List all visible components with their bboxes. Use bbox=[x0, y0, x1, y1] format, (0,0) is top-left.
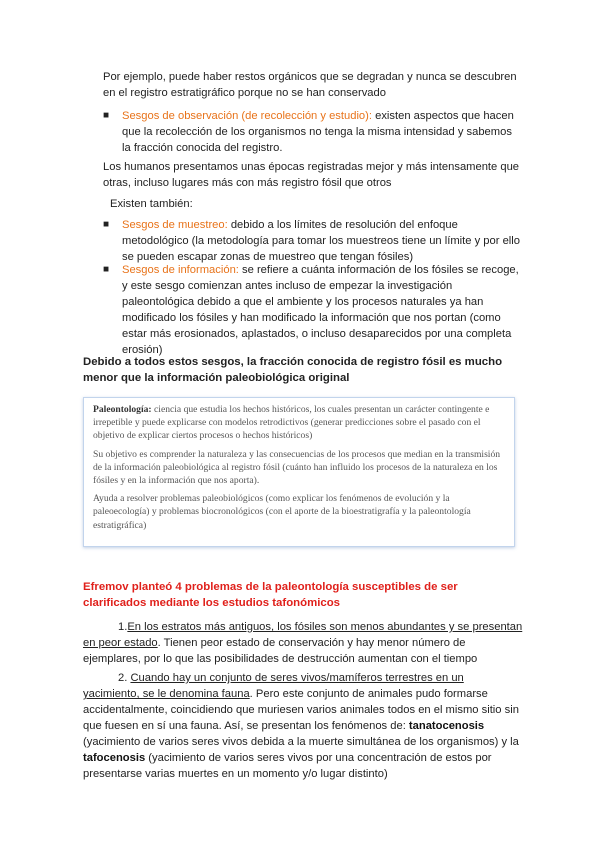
item1-number: 1. bbox=[118, 621, 128, 633]
term-tanatocenosis: tanatocenosis bbox=[408, 720, 485, 732]
text-paleontologia: ciencia que estudia los hechos históricos, los cuales presentan un carácter contingente e irrepetible y puede explicarse con modelos retrodictivos (generar predicciones sobre el pasado con el objetivo de explicar ciertos procesos o hechos históricos) bbox=[93, 404, 490, 442]
paleontologia-definition-box bbox=[83, 397, 515, 547]
bullet-sesgos-observacion bbox=[103, 108, 523, 156]
box-paragraph-objetivo: Su objetivo es comprender la naturaleza y las consecuencias de los procesos que median en la transmisión de la información paleobiológica al registro fósil (cuánto han influido los procesos de la naturaleza en los fósiles y en la información que nos aporta). bbox=[93, 448, 501, 487]
item2-number: 2. bbox=[118, 672, 131, 684]
bullet-marker: ■ bbox=[103, 264, 110, 275]
term-sesgos-muestreo: Sesgos de muestreo: bbox=[122, 219, 228, 231]
heading-efremov: Efremov planteó 4 problemas de la paleontología susceptibles de ser clarificados mediante los estudios tafonómicos bbox=[83, 581, 458, 609]
bullet-marker: ■ bbox=[103, 110, 110, 121]
box-paragraph-ayuda: Ayuda a resolver problemas paleobiológicos (como explicar los fenómenos de evolución y la paleoecología) y problemas biocronológicos (con el aporte de la bioestratigrafía y la paleontología estratigráfica) bbox=[93, 493, 471, 531]
item2-underlined: Cuando hay un conjunto de seres vivos/mamíferos terrestres en un yacimiento, se le denomina fauna bbox=[83, 672, 464, 700]
bullet-marker: ■ bbox=[103, 219, 110, 230]
text-sesgos-muestreo: debido a los límites de resolución del enfoque metodológico (la metodología para tomar los muestreos tiene un límite y por ello se pueden escapar zonas de muestreo que tengan fósiles) bbox=[122, 219, 520, 263]
item2-text-c: (yacimiento de varios seres vivos por una concentración de estos por presentarse varias muertes en un momento y/o lugar distinto) bbox=[83, 752, 492, 780]
term-tafocenosis: tafocenosis bbox=[83, 752, 146, 764]
item-fauna bbox=[83, 670, 523, 782]
term-sesgos-informacion: Sesgos de información: bbox=[122, 264, 239, 276]
paragraph-humanos: Los humanos presentamos unas épocas registradas mejor y más intensamente que otras, incluso lugares más con más registro fósil que otros bbox=[103, 161, 520, 189]
text-sesgos-informacion: se refiere a cuánta información de los fósiles se recoge, y este sesgo comienzan antes incluso de empezar la investigación paleontológica debido a que el ambiente y los procesos naturales ya han modificado los fósiles y han modificado la información que nos portan (como estar más erosionados, aplastados, o incluso desaparecidos por una completa erosión) bbox=[122, 264, 519, 356]
text-sesgos-observacion: existen aspectos que hacen que la recolección de los organismos no tenga la misma intensidad y sabemos la fracción conocida del registro. bbox=[122, 110, 514, 154]
item-estratos-antiguos bbox=[83, 619, 523, 667]
bullet-sesgos-informacion bbox=[103, 262, 523, 358]
term-sesgos-observacion: Sesgos de observación (de recolección y estudio): bbox=[122, 110, 372, 122]
term-paleontologia: Paleontología: bbox=[93, 404, 152, 415]
heading-debido-sesgos: Debido a todos estos sesgos, la fracción conocida de registro fósil es mucho menor que la información paleobiológica original bbox=[83, 356, 503, 384]
item1-underlined: En los estratos más antiguos, los fósiles son menos abundantes y se presentan en peor estado bbox=[83, 621, 523, 649]
item2-text-a: . Pero este conjunto de animales pudo formarse accidentalmente, coincidiendo que muriesen varios animales todos en el mismo sitio sin que fuesen en sí una fauna. Así, se presentan los fenómenos de: bbox=[83, 688, 519, 732]
text-existen-tambien: Existen también: bbox=[110, 198, 193, 210]
bullet-sesgos-muestreo bbox=[103, 217, 523, 265]
item1-text: . Tienen peor estado de conservación y hay menor número de ejemplares, por lo que las posibilidades de destrucción aumentan con el tiempo bbox=[83, 637, 478, 665]
paragraph-restos-organicos: Por ejemplo, puede haber restos orgánicos que se degradan y nunca se descubren en el registro estratigráfico porque no se han conservado bbox=[103, 71, 517, 99]
item2-text-b: (yacimiento de varios seres vivos debida a la muerte simultánea de los organismos) y la bbox=[83, 736, 519, 748]
box-paragraph-definicion bbox=[93, 403, 506, 443]
